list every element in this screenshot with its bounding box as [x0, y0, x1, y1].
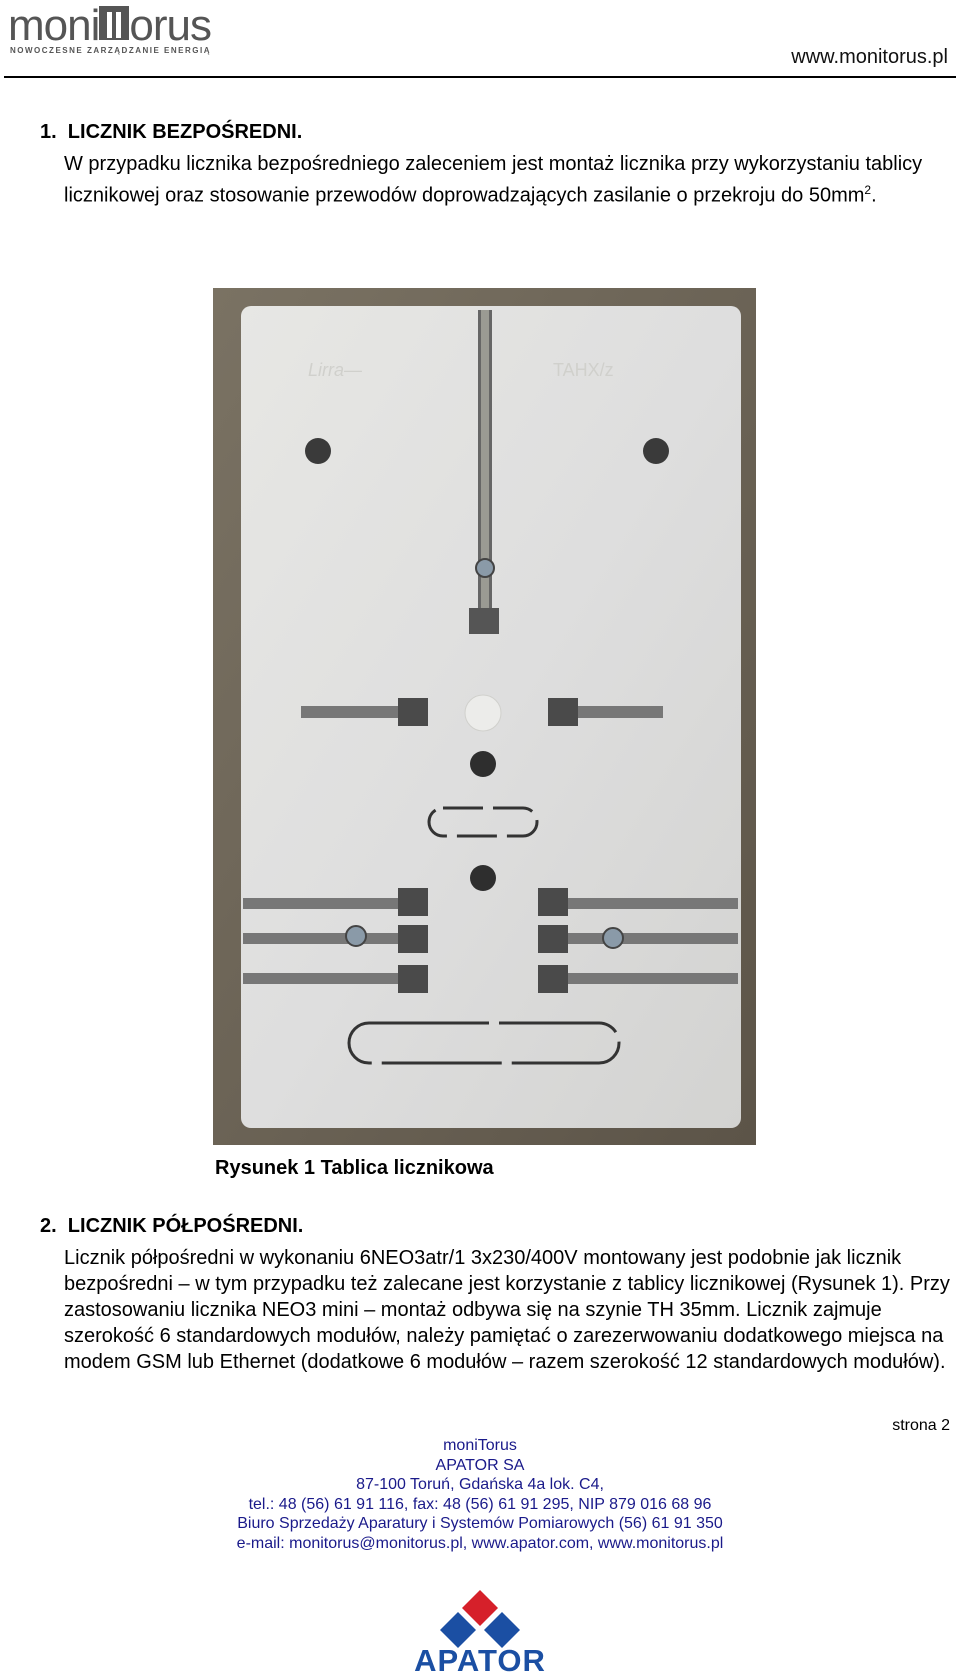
logo-wordmark: moni orus: [8, 1, 211, 50]
footer-line: Biuro Sprzedaży Aparatury i Systemów Pomiarowych (56) 61 91 350: [237, 1515, 723, 1532]
header-divider: [4, 76, 956, 78]
section2-heading: 2. LICZNIK PÓŁPOŚREDNI.: [40, 1215, 304, 1237]
footer-contact: [0, 1436, 960, 1553]
apator-diamond-icon: [388, 1588, 572, 1648]
svg-text:Lirra—: Lirra—: [308, 360, 363, 380]
monitorus-logo: [8, 2, 238, 62]
footer-line: moniTorus: [443, 1437, 517, 1454]
footer-line: tel.: 48 (56) 61 91 116, fax: 48 (56) 61 91 295, NIP 879 016 68 96: [248, 1495, 712, 1513]
apator-wordmark: APATOR: [414, 1643, 546, 1678]
logo-tagline: NOWOCZESNE ZARZĄDZANIE ENERGIĄ: [10, 46, 211, 55]
footer-line: e-mail: monitorus@monitorus.pl, www.apator.com, www.monitorus.pl: [236, 1534, 724, 1552]
section1-paragraph: [64, 151, 954, 209]
section1-text: W przypadku licznika bezpośredniego zaleceniem jest montaż licznika przy wykorzystaniu tablicy licznikowej oraz stosowanie przewodów doprowadzających zasilanie o przekroju do 50mm: [64, 153, 923, 207]
figure-caption: Rysunek 1 Tablica licznikowa: [215, 1157, 494, 1179]
logo-mark-icon: [99, 6, 129, 40]
page-number: strona 2: [892, 1417, 950, 1434]
superscript: 2: [864, 183, 872, 197]
meter-board-photo: [213, 288, 756, 1145]
svg-text:TAHX/z: TAHX/z: [553, 360, 614, 380]
header-url[interactable]: www.monitorus.pl: [791, 46, 948, 68]
footer-line: 87-100 Toruń, Gdańska 4a lok. C4,: [356, 1476, 604, 1493]
section2-paragraph: Licznik półpośredni w wykonaniu 6NEO3atr/1 3x230/400V montowany jest podobnie jak licznik bezpośredni – w tym przypadku też zalecane jest korzystanie z tablicy licznikowej (Rysunek 1). Przy zastosowaniu licznika NEO3 mini – montaż odbywa się na szynie TH 35mm. Licznik zajmuje szerokość 6 standardowych modułów, należy pamiętać o zarezerwowaniu dodatkowego miejsca na modem GSM lub Ethernet (dodatkowe 6 modułów – razem szerokość 12 standardowych modułów).: [64, 1247, 950, 1373]
period: .: [871, 184, 877, 207]
section1-heading: 1. LICZNIK BEZPOŚREDNI.: [40, 121, 303, 143]
apator-logo: [388, 1588, 572, 1679]
footer-line: APATOR SA: [435, 1456, 525, 1474]
